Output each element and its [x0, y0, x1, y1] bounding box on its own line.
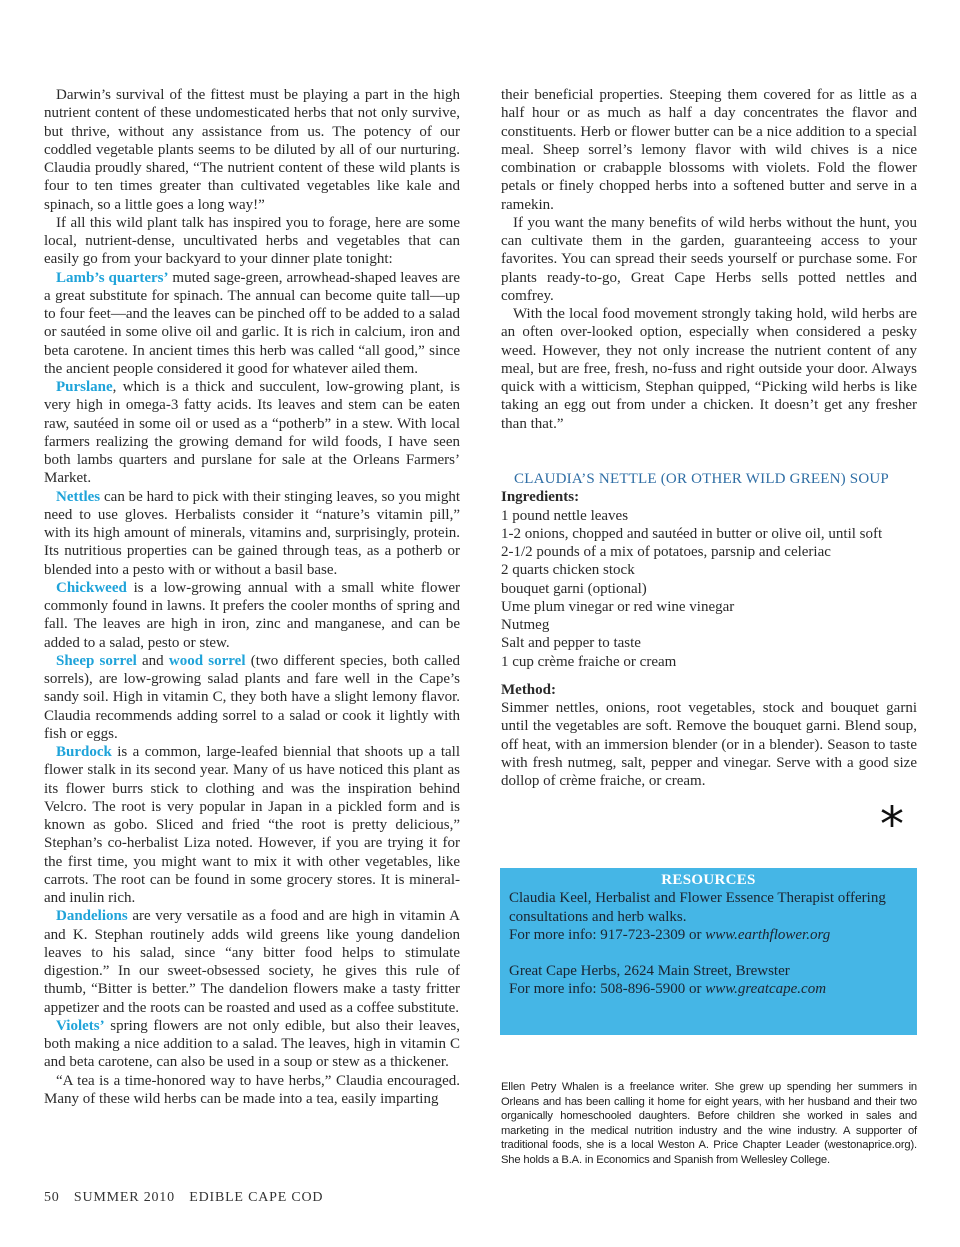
keyword-dandelions: Dandelions	[56, 908, 128, 925]
keyword-wood-sorrel: wood sorrel	[168, 652, 246, 669]
ingredient-item: Salt and pepper to taste	[501, 635, 641, 652]
end-mark-asterisk-icon: *	[880, 797, 904, 853]
paragraph-purslane	[44, 378, 460, 488]
sorrel-text: (two different species, both called sorrels), are low-growing salad plants and fare well in the Cape’s sandy soil. High in vitamin C, they both have a slight lemony flavor. Claudia recommends adding sorrel to a salad or cook it lightly with fish or eggs.	[44, 652, 460, 742]
ingredient-item: 2-1/2 pounds of a mix of potatoes, parsnip and celeriac	[501, 544, 831, 560]
page-number: 50	[44, 1190, 60, 1205]
resource-great-cape-more: For more info: 508-896-5900 or	[509, 981, 706, 998]
resource-claudia-more: For more info: 917-723-2309 or	[509, 926, 706, 943]
keyword-nettles: Nettles	[56, 488, 101, 505]
keyword-chickweed: Chickweed	[56, 579, 127, 596]
resources-title: RESOURCES	[661, 872, 756, 888]
resources-box	[500, 868, 917, 1035]
left-column	[44, 86, 460, 1108]
paragraph-violets	[44, 1017, 460, 1072]
resource-great-cape-contact	[509, 980, 908, 998]
resource-great-cape: Great Cape Herbs, 2624 Main Street, Brewster	[509, 963, 790, 979]
right-column	[501, 86, 917, 433]
keyword-lambs-quarters: Lamb’s quarters’	[56, 269, 169, 286]
sorrel-connector: and	[136, 652, 169, 669]
nettles-text: can be hard to pick with their stinging leaves, so you might need to use gloves. Herbalists consider it “nature’s vitamin pill,” with its high amount of minerals, vitamins and, surprisingly, protein. Its nutritious properties can be gained through teas, as a potherb or blended into a pesto with or without a basil base.	[44, 488, 460, 578]
keyword-sheep-sorrel: Sheep sorrel	[56, 652, 137, 669]
publication-name: EDIBLE CAPE COD	[189, 1190, 324, 1205]
recipe-box	[501, 470, 917, 790]
method-text: Simmer nettles, onions, root vegetables, stock and bouquet garni until the vegetables are soft. Remove the bouquet garni. Blend soup, off heat, with an immersion blender (or in a blender). Season to taste with fresh nutmeg, salt, pepper and vinegar. Serve with a good size dollop of crème fraiche, or cream.	[501, 700, 917, 789]
keyword-violets: Violets’	[56, 1017, 105, 1034]
ingredients-label: Ingredients:	[501, 489, 580, 506]
keyword-purslane: Purslane	[56, 379, 113, 395]
greatcape-link[interactable]: www.greatcape.com	[705, 981, 827, 998]
paragraph-burdock	[44, 743, 460, 907]
paragraph-tea: “A tea is a time-honored way to have herbs,” Claudia encouraged. Many of these wild herbs can be made into a tea, easily imparting	[44, 1072, 460, 1107]
purslane-text: , which is a thick and succulent, low-growing plant, is very high in omega-3 fatty acids. Its leaves and stem can be eaten raw, sautéed in some oil or used as a “potherb” in a stew. With local farmers realizing the growing demand for wild foods, I have seen both lambs quarters and purslane for sale at the Orleans Farmers’ Market.	[44, 379, 460, 487]
paragraph-dandelions	[44, 907, 460, 1017]
paragraph-darwin: Darwin’s survival of the fittest must be playing a part in the high nutrient content of these undomesticated herbs that not only survive, but thrive, without any assistance from us. The potency of our coddled vegetable plants seems to be diluted by all of our nurturing. Claudia proudly shared, “The nutrient content of these wild plants is four to ten times greater than cultivated vegetables like kale and spinach, so a little goes a long way!”	[44, 87, 460, 213]
burdock-text: is a common, large-leafed biennial that shoots up a tall flower stalk in its second year. Many of us have noticed this plant as its flower burrs stick to clothing and was the inspiration behind Velcro. The root is very popular in Japan in a pickled form and is known as gobo. Sliced and fried “the root is pretty delicious,” Stephan’s co-herbalist Liza noted. However, if you are trying it for the first time, you might want to mix it with other vegetables, like carrots. The root can be found in some grocery stores. It is mineral-and inulin rich.	[44, 744, 460, 906]
method-label: Method:	[501, 681, 556, 698]
ingredients-list	[501, 507, 917, 671]
paragraph-forage-intro: If all this wild plant talk has inspired you to forage, here are some local, nutrient-dense, uncultivated herbs and vegetables that can easily go from your backyard to your dinner plate tonight:	[44, 214, 460, 268]
resources-spacer	[509, 944, 908, 962]
paragraph-nettles	[44, 488, 460, 579]
ingredient-item: 1 pound nettle leaves	[501, 507, 629, 524]
lambs-quarters-text: muted sage-green, arrowhead-shaped leaves are a great substitute for spinach. The annual can become quite tall—up to four feet—and the leaves can be pinched off to be added to a salad or sautéed in some olive oil and garlic. It is rich in calcium, iron and beta carotene. In ancient times this herb was called “all good,” since the ancient people considered it good for whatever ailed them.	[44, 269, 460, 377]
author-bio	[501, 1080, 917, 1167]
author-bio-text: Ellen Petry Whalen is a freelance writer. She grew up spending her summers in Orleans and has been calling it home for eight years, with her husband and their two organically homeschooled daughters. Before children she worked in sales and marketing in the medical nutrition industry and the wine industry. A supporter of traditional foods, she is a local Weston A. Price Chapter Leader (westonaprice.org). She holds a B.A. in Economics and Spanish from Wellesley College.	[501, 1081, 917, 1166]
paragraph-chickweed	[44, 579, 460, 652]
recipe-title: CLAUDIA’S NETTLE (OR OTHER WILD GREEN) SOUP	[514, 471, 889, 487]
paragraph-sorrel	[44, 652, 460, 743]
ingredient-item: Nutmeg	[501, 617, 550, 633]
violets-text: spring flowers are not only edible, but also their leaves, both making a nice addition to a salad. The leaves, high in vitamin C and beta carotene, can also be used in a soup or stew as a thickener.	[44, 1017, 460, 1071]
paragraph-lambs-quarters	[44, 269, 460, 379]
resource-claudia: Claudia Keel, Herbalist and Flower Essence Therapist offering consultations and herb walks.	[509, 890, 886, 925]
dandelions-text: are very versatile as a food and are high in vitamin A and K. Stephan routinely adds wild greens like young dandelion leaves to his salad, since “any bitter food helps to stimulate digestion.” In our sweet-obsessed society, he gives this rule of thumb, “Bitter is better.” The dandelion flowers make a tasty fritter appetizer and the roots can be roasted and used as a coffee substitute.	[44, 908, 460, 1016]
ingredient-item: Ume plum vinegar or red wine vinegar	[501, 598, 735, 615]
page-footer	[44, 1190, 333, 1206]
ingredient-item: 1 cup crème fraiche or cream	[501, 653, 677, 670]
paragraph-local-food: With the local food movement strongly taking hold, wild herbs are an often over-looked option, especially when considered a pesky weed. However, they not only increase the nutrient content of any meal, but are free, fresh, no-fuss and right outside your door. Always quick with a witticism, Stephan quipped, “Picking wild herbs is like taking an egg out from under a chicken. It doesn’t get any fresher than that.”	[501, 306, 917, 432]
ingredient-item: bouquet garni (optional)	[501, 580, 647, 597]
ingredient-item: 2 quarts chicken stock	[501, 562, 635, 579]
earthflower-link[interactable]: www.earthflower.org	[705, 926, 831, 943]
paragraph-beneficial: their beneficial properties. Steeping them covered for as little as a half hour or as much as half a day concentrates the flavor and constituents. Herb or flower butter can be a nice addition to a special meal. Sheep sorrel’s lemony flavor with wild chives is a nice combination or crabapple blossoms with violets. Fold the flower petals or finely chopped herbs into a softened butter and serve in a ramekin.	[501, 87, 917, 213]
chickweed-text: is a low-growing annual with a small white flower commonly found in lawns. It prefers the cooler months of spring and fall. The leaves are high in iron, zinc and manganese, and can be added to a salad, pesto or stew.	[44, 579, 460, 651]
keyword-burdock: Burdock	[56, 744, 112, 760]
resource-claudia-contact	[509, 926, 908, 944]
ingredient-item: 1-2 onions, chopped and sautéed in butter or olive oil, until soft	[501, 525, 883, 542]
paragraph-cultivate: If you want the many benefits of wild herbs without the hunt, you can cultivate them in the garden, guaranteeing access to your favorites. You can spread their seeds yourself or purchase some. For plants ready-to-go, Great Cape Herbs sells potted nettles and comfrey.	[501, 214, 917, 304]
issue-label: SUMMER 2010	[73, 1190, 175, 1205]
